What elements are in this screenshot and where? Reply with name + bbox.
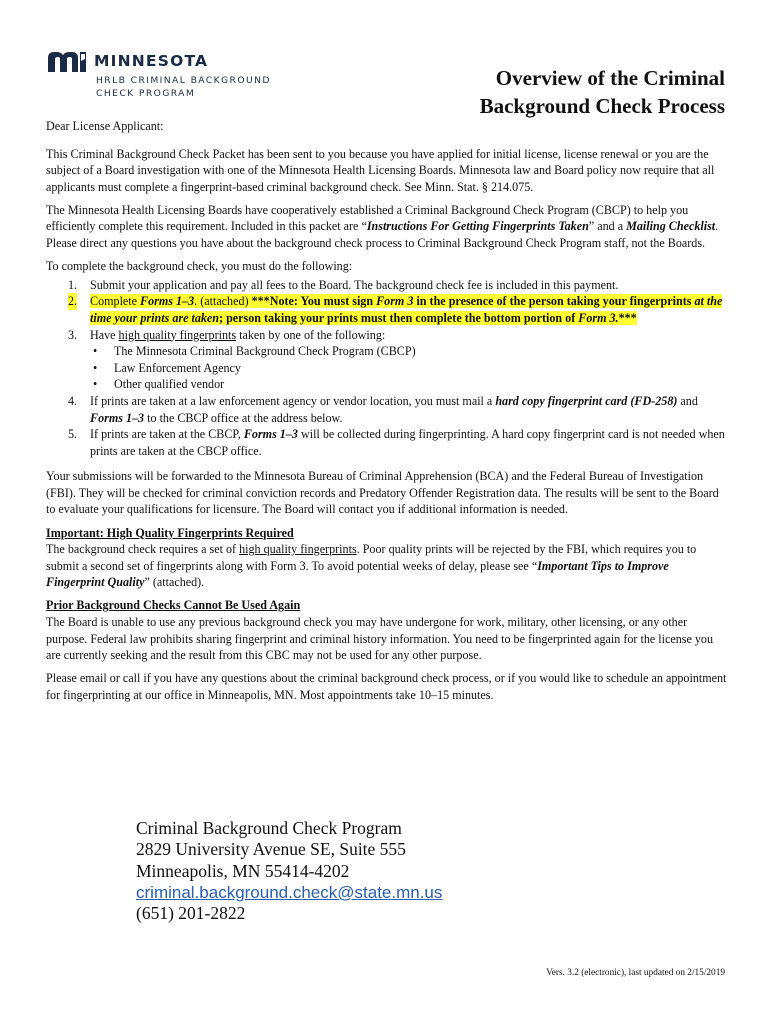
step4-a: If prints are taken at a law enforcement agency or vendor location, you must mail a (90, 393, 496, 408)
contact-city: Minneapolis, MN 55414-4202 (136, 860, 350, 881)
note-time: at the time your prints are taken (90, 294, 723, 325)
step-number: 3. (68, 327, 78, 342)
forms-ref: Forms 1–3 (140, 294, 195, 309)
prior-heading: Prior Background Checks Cannot Be Used Again (46, 598, 301, 613)
title-line1: Overview of the Criminal (495, 66, 725, 90)
high-quality-fingerprints: high quality fingerprints (118, 327, 237, 342)
logo-subtitle-line2: CHECK PROGRAM (96, 88, 196, 99)
paragraph-cbcp (46, 202, 728, 252)
step4-c: to the CBCP office at the address below. (144, 410, 343, 425)
option-cbcp: • The Minnesota Criminal Background Check Program (CBCP) (90, 343, 728, 360)
step-number: 2. (68, 294, 78, 309)
page-title (405, 64, 725, 120)
step5-a: If prints are taken at the CBCP, (90, 427, 244, 442)
forms-ref: Forms 1–3 (243, 427, 298, 442)
fingerprint-card-ref: hard copy fingerprint card (FD-258) (495, 393, 678, 408)
title-line2: Background Check Process (479, 94, 725, 118)
paragraph-closing: Please email or call if you have any questions about the criminal background check process, or if you would like to schedule an appointment for fingerprinting at our office in Minneapolis, MN. Most appointments take 10–15 minutes. (46, 671, 727, 702)
step4-b: and (677, 393, 698, 408)
steps-list (46, 277, 728, 460)
important-heading: Important: High Quality Fingerprints Required (46, 525, 294, 540)
step-number: 4. (68, 393, 78, 408)
important-c: ” (attached). (144, 575, 205, 590)
step2-b: . (attached) (194, 294, 252, 309)
step-text: Submit your application and pay all fees to the Board. The background check fee is included in this payment. (90, 277, 619, 292)
greeting: Dear License Applicant: (46, 119, 164, 133)
forms-ref: Forms 1–3 (90, 410, 145, 425)
paragraph-intro: This Criminal Background Check Packet has been sent to you because you have applied for initial license, license renewal or you are the subject of a Board investigation with one of the Minnesota Health Licensing Boards. Minnesota law and Board policy now require that all applicants must complete a fingerprint-based criminal background check. See Minn. Stat. § 214.075. (46, 146, 715, 194)
step-1 (46, 277, 728, 294)
checklist-title: Mailing Checklist (626, 219, 716, 234)
step5-b: will be collected during fingerprinting. A hard copy fingerprint card is not needed when prints are taken at the CBCP office. (90, 427, 725, 458)
important-b: . Poor quality prints will be rejected by the FBI, which requires you to submit a second set of fingerprints along with Form 3. To avoid potential weeks of delay, please see “ (46, 542, 697, 573)
p2-post: . Please direct any questions you have about the background check process to Criminal Background Check Program staff, not the Boards. (46, 219, 719, 251)
step-2 (46, 293, 728, 326)
p2-mid: ” and a (588, 219, 627, 234)
contact-phone: (651) 201-2822 (136, 903, 246, 924)
logo-subtitle-line1: HRLB CRIMINAL BACKGROUND (96, 75, 271, 86)
mn-state-logo-icon (48, 52, 90, 72)
step3-b: taken by one of the following: (236, 327, 386, 342)
form3-ref: Form 3 (376, 294, 414, 309)
contact-block (136, 818, 442, 924)
fingerprint-options (90, 343, 728, 393)
important-a: The background check requires a set of (46, 542, 240, 557)
p2-pre: The Minnesota Health Licensing Boards have cooperatively established a Criminal Background Check Program (CBCP) to help you efficiently complete this requirement. Included in this packet are “ (46, 202, 689, 234)
note-after: ; person taking your prints must then complete the bottom portion of (219, 310, 579, 325)
step-number: 1. (68, 277, 78, 292)
step-5 (46, 426, 728, 459)
form3-ref-2: Form 3. (578, 310, 619, 325)
contact-name: Criminal Background Check Program (136, 818, 402, 838)
steps-intro: To complete the background check, you must do the following: (46, 259, 353, 274)
note-start: ***Note: You must sign (251, 294, 377, 309)
high-quality-fingerprints-2: high quality fingerprints (239, 542, 357, 557)
step-3 (46, 327, 728, 393)
instructions-title: Instructions For Getting Fingerprints Taken (366, 219, 589, 234)
section-important (46, 525, 728, 591)
option-vendor: • Other qualified vendor (90, 376, 728, 393)
hrlb-logo (48, 52, 278, 102)
letter-body (46, 118, 728, 710)
section-prior (46, 597, 728, 663)
note-end: *** (618, 310, 637, 325)
prior-text: The Board is unable to use any previous background check you may have undergone for work, military, other licensing, or any other purpose. Federal law prohibits sharing fingerprint and criminal history information. You need to be fingerprinted again for the license you are currently seeking and the result from this CBC may not be used for any other purpose. (46, 615, 714, 663)
step-4 (46, 393, 728, 426)
version-note: Vers. 3.2 (electronic), last updated on 2/15/2019 (546, 968, 725, 978)
paragraph-submissions: Your submissions will be forwarded to the Minnesota Bureau of Criminal Apprehension (BCA) and the Federal Bureau of Investigation (FBI). They will be checked for criminal conviction records and Predatory Offender Registration data. The results will be sent to the Board to evaluate your qualifications for licensure. The Board will contact you if additional information is needed. (46, 469, 719, 517)
contact-street: 2829 University Avenue SE, Suite 555 (136, 839, 406, 860)
step2-a: Complete (90, 294, 141, 309)
contact-email-link[interactable]: criminal.background.check@state.mn.us (136, 882, 443, 902)
note-mid: in the presence of the person taking your fingerprints (413, 294, 695, 309)
logo-brand: MINNESOTA (94, 52, 209, 70)
step-number: 5. (68, 427, 78, 442)
step3-a: Have (90, 327, 119, 342)
tips-title: Important Tips to Improve Fingerprint Quality (46, 558, 669, 590)
option-law-enforcement: • Law Enforcement Agency (90, 360, 728, 377)
